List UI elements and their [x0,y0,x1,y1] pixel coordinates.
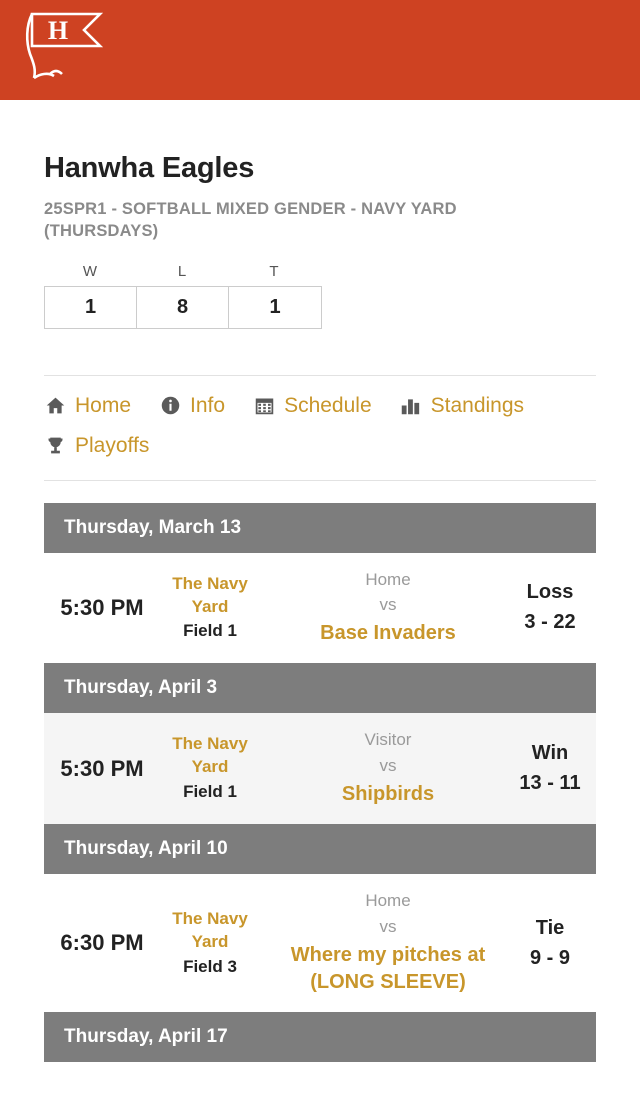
game-opponent[interactable]: Where my pitches at (LONG SLEEVE) [290,944,486,994]
table-row[interactable] [44,713,596,824]
record-header-row [44,263,322,286]
site-header [0,0,640,100]
game-home-away: Visitor [364,730,412,750]
record-ties: 1 [269,295,281,318]
game-location [154,908,266,979]
game-vs-label: vs [379,756,397,776]
game-result [510,915,590,972]
game-home-away: Home [365,569,411,589]
game-opponent[interactable]: Base Invaders [320,622,456,645]
game-matchup [266,569,510,648]
game-location [154,733,266,804]
schedule-date-header: Thursday, April 17 [44,1012,596,1062]
game-outcome: Win [531,742,569,765]
record-table [44,263,322,329]
game-home-away: Home [365,891,411,911]
game-field: Field 1 [183,782,237,802]
nav-item-standings[interactable] [400,394,524,418]
game-venue: The Navy Yard [172,573,248,616]
nav-item-playoffs[interactable] [44,434,149,458]
schedule-date-header: Thursday, April 10 [44,824,596,874]
game-vs-label: vs [379,917,397,937]
table-row[interactable] [44,553,596,664]
nav-item-home[interactable] [44,394,131,418]
game-score: 13 - 11 [519,772,581,795]
game-time: 6:30 PM [60,930,144,956]
game-matchup [266,729,510,808]
team-nav [0,376,640,458]
team-info-block [0,152,640,329]
game-outcome: Loss [526,581,574,604]
game-score: 9 - 9 [529,946,571,969]
record-header-t: T [269,262,279,280]
game-venue: The Navy Yard [172,908,248,951]
divider-bottom [44,480,596,481]
record-losses: 8 [137,287,229,328]
nav-item-info-label: Info [190,393,226,417]
game-time: 5:30 PM [60,755,144,781]
nav-item-info[interactable] [159,394,225,418]
trophy-icon [44,435,66,457]
page-title: Hanwha Eagles [44,152,255,184]
game-location [154,573,266,644]
game-result [510,579,590,636]
record-value-row [44,286,322,329]
svg-text:H: H [47,16,69,45]
game-matchup [266,890,510,996]
info-icon [159,395,181,417]
table-row[interactable] [44,874,596,1012]
game-opponent[interactable]: Shipbirds [341,783,435,806]
calendar-icon [253,395,275,417]
league-subtitle: 25SPR1 - SOFTBALL MIXED GENDER - NAVY YARD (THURSDAYS) [44,200,457,240]
record-header-l: L [177,262,187,280]
game-time: 5:30 PM [60,594,144,620]
bar-chart-icon [400,395,422,417]
schedule-list [44,503,596,1063]
home-icon [44,395,66,417]
nav-item-playoffs-label: Playoffs [75,433,150,457]
game-field: Field 1 [183,621,237,641]
eagles-pennant-logo-icon[interactable] [14,8,106,92]
schedule-date-header: Thursday, April 3 [44,663,596,713]
nav-item-schedule-label: Schedule [284,393,372,417]
game-vs-label: vs [379,595,397,615]
record-header-w: W [82,262,98,280]
nav-item-standings-label: Standings [430,393,525,417]
game-score: 3 - 22 [524,611,576,634]
record-wins: 1 [45,287,137,328]
schedule-date-header: Thursday, March 13 [44,503,596,553]
nav-item-home-label: Home [75,393,132,417]
nav-item-schedule[interactable] [253,394,372,418]
game-field: Field 3 [183,956,237,976]
game-result [510,740,590,797]
game-outcome: Tie [535,916,565,939]
game-venue: The Navy Yard [172,734,248,777]
